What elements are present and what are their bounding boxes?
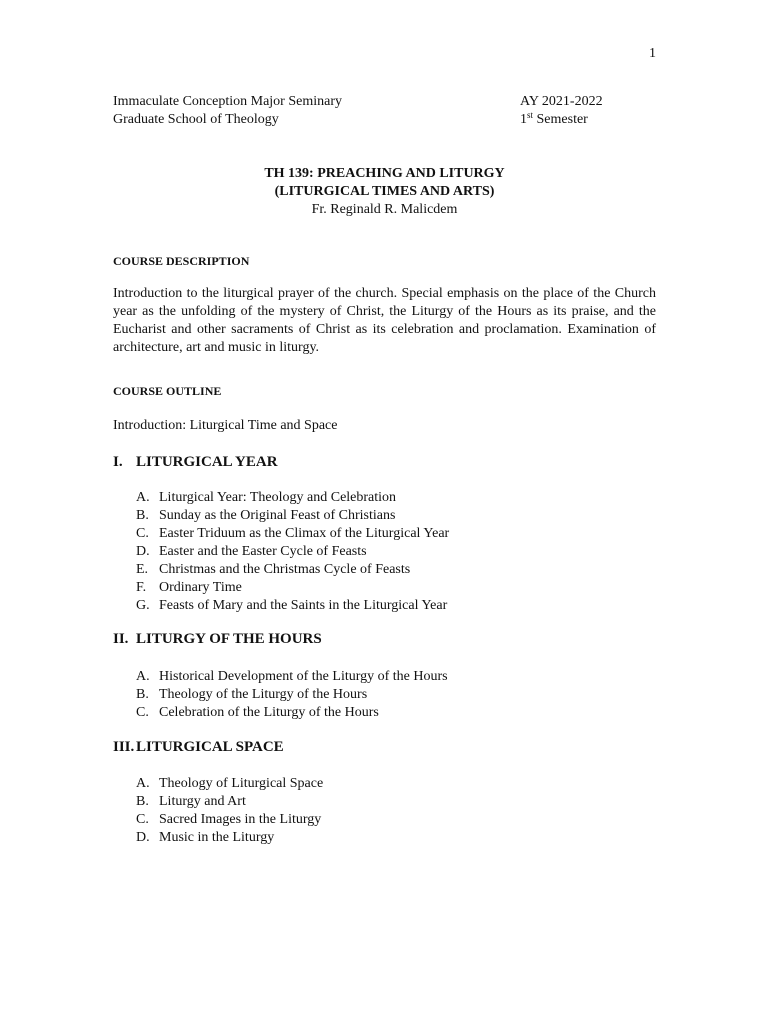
item-letter: D. — [136, 544, 150, 559]
section-heading-liturgy-of-the-hours — [113, 631, 322, 648]
list-item — [136, 543, 449, 561]
course-description-text: Introduction to the liturgical prayer of the church. Special emphasis on the place of the Church year as the unfolding of the mystery of Christ, the Liturgy of the Hours as its praise, and the Eucharist and other sacraments of Christ as its celebration and proclamation. Examination of architecture, art and music in liturgy. — [113, 286, 656, 355]
item-text: Theology of Liturgical Space — [159, 776, 324, 791]
course-subtitle: (LITURGICAL TIMES AND ARTS) — [274, 184, 495, 199]
item-letter: B. — [136, 794, 149, 809]
list-item — [136, 507, 449, 525]
course-outline-label: COURSE OUTLINE — [113, 384, 222, 398]
section-list-liturgical-year — [136, 489, 449, 615]
section-heading-liturgical-space — [113, 739, 284, 756]
section-number: III. — [113, 739, 135, 755]
item-letter: A. — [136, 776, 150, 791]
semester-suffix: st — [527, 110, 534, 120]
course-title-block — [113, 165, 656, 219]
item-letter: A. — [136, 490, 150, 505]
section-list-liturgical-space — [136, 775, 323, 847]
item-text: Feasts of Mary and the Saints in the Liturgical Year — [159, 598, 448, 613]
page-number: 1 — [649, 46, 656, 61]
item-letter: B. — [136, 687, 149, 702]
list-item — [136, 579, 449, 597]
item-text: Ordinary Time — [159, 580, 242, 595]
item-text: Easter Triduum as the Climax of the Liturgical Year — [159, 526, 450, 541]
item-letter: D. — [136, 830, 150, 845]
section-list-liturgy-of-the-hours — [136, 668, 448, 722]
item-letter: C. — [136, 526, 149, 541]
list-item — [136, 668, 448, 686]
list-item — [136, 829, 323, 847]
item-text: Music in the Liturgy — [159, 830, 275, 845]
school-name: Graduate School of Theology — [113, 112, 279, 127]
list-item — [136, 489, 449, 507]
item-text: Theology of the Liturgy of the Hours — [159, 687, 368, 702]
item-letter: A. — [136, 669, 150, 684]
item-letter: F. — [136, 580, 147, 595]
section-number: II. — [113, 631, 129, 647]
item-letter: C. — [136, 812, 149, 827]
list-item — [136, 775, 323, 793]
item-letter: G. — [136, 598, 150, 613]
list-item — [136, 793, 323, 811]
academic-year: AY 2021-2022 — [520, 94, 603, 109]
item-text: Easter and the Easter Cycle of Feasts — [159, 544, 367, 559]
outline-intro: Introduction: Liturgical Time and Space — [113, 418, 338, 433]
item-text: Sacred Images in the Liturgy — [159, 812, 322, 827]
semester-word: Semester — [533, 112, 588, 127]
item-letter: C. — [136, 705, 149, 720]
institution-name: Immaculate Conception Major Seminary — [113, 94, 342, 109]
item-text: Historical Development of the Liturgy of the Hours — [159, 669, 448, 684]
course-title: TH 139: PREACHING AND LITURGY — [264, 166, 505, 181]
list-item — [136, 686, 448, 704]
list-item — [136, 597, 449, 615]
item-text: Liturgy and Art — [159, 794, 246, 809]
list-item — [136, 561, 449, 579]
item-text: Celebration of the Liturgy of the Hours — [159, 705, 379, 720]
section-title: LITURGICAL SPACE — [136, 739, 284, 755]
semester — [520, 111, 613, 129]
item-text: Liturgical Year: Theology and Celebration — [159, 490, 397, 505]
item-text: Sunday as the Original Feast of Christians — [159, 508, 396, 523]
section-title: LITURGY OF THE HOURS — [136, 631, 322, 647]
list-item — [136, 811, 323, 829]
section-number: I. — [113, 454, 123, 470]
course-description-label: COURSE DESCRIPTION — [113, 254, 250, 268]
item-letter: E. — [136, 562, 149, 577]
item-text: Christmas and the Christmas Cycle of Feasts — [159, 562, 411, 577]
semester-number: 1 — [520, 112, 527, 127]
list-item — [136, 704, 448, 722]
item-letter: B. — [136, 508, 149, 523]
section-title: LITURGICAL YEAR — [136, 454, 278, 470]
document-header — [113, 93, 613, 129]
list-item — [136, 525, 449, 543]
section-heading-liturgical-year — [113, 454, 278, 471]
instructor-name: Fr. Reginald R. Malicdem — [311, 202, 458, 217]
